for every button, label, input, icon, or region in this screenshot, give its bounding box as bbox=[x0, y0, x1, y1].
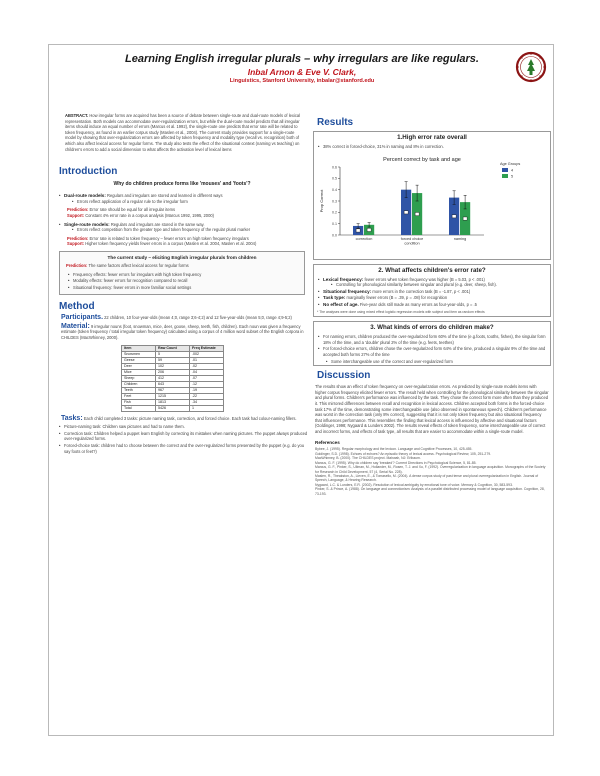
results-panel-3 bbox=[313, 321, 551, 366]
task-naming: • Picture-naming task: Children saw pictures and had to name them. bbox=[59, 424, 309, 430]
single-prediction-text: Error rate is related to token frequency – fewer errors on high token frequency irregulars bbox=[89, 235, 249, 241]
stanford-seal-logo bbox=[515, 51, 547, 85]
intro-list bbox=[55, 193, 309, 204]
mean-marker bbox=[415, 212, 419, 215]
frequency-table bbox=[121, 345, 224, 412]
task-type-text: marginally fewer errors (B = .39, p = .08) for recognition bbox=[346, 295, 448, 301]
single-prediction bbox=[55, 236, 309, 247]
naming-errors-item: • For naming errors, children produced the over-regularized form 60% of the time (e.g.foots, tooths, fishes), the singular form 18% of the time, and a 'double' plural 2% of the time (e.g. feets, teethes) bbox=[318, 334, 550, 345]
y-axis-label: Prop Correct bbox=[319, 189, 324, 212]
table-cell: 206 bbox=[156, 369, 190, 375]
dual-prediction bbox=[55, 207, 309, 218]
results-panel-1 bbox=[313, 131, 551, 260]
table-cell: 59 bbox=[156, 357, 190, 363]
table-cell: .12 bbox=[190, 381, 224, 387]
task-type-item bbox=[318, 295, 550, 301]
reference-item: MacWhinney, B. (2000). The CHILDES project. Mahwah, NJ: Erlbaum. bbox=[315, 456, 421, 461]
references-heading: References bbox=[315, 440, 340, 446]
task-forced-choice: • Forced-choice task: children had to choose between the correct and the over-regularized forms presented by the puppet (e.g. do you say foots or feet?) bbox=[59, 443, 309, 454]
single-support-label: Support: bbox=[67, 241, 85, 247]
dual-route-lead: Dual-route models: bbox=[64, 193, 106, 199]
dual-route-item bbox=[59, 193, 309, 204]
tasks-text: Each child completed 3 tasks: picture naming task, correction, and forced choice. Each task had colour-naming fillers. bbox=[83, 415, 297, 421]
table-cell: 1 bbox=[190, 405, 224, 411]
reference-item: Marcus, G. F., Pinker, S., Ullman, M., Hollander, M., Rosen, T. J. and Xu, F. (1992). Overregularization in language acquisition. Monographs of the Society for Research in Child Development, 57 (4, Serial No. 228). bbox=[315, 465, 546, 474]
lexical-frequency-text: fewer errors when token frequency was higher (B = 5.03, p < .001) bbox=[364, 276, 485, 282]
dual-support-label: Support: bbox=[67, 212, 85, 218]
table-cell: .19 bbox=[190, 387, 224, 393]
tasks-list bbox=[55, 424, 309, 454]
poster-authors: Inbal Arnon & Eve V. Clark, bbox=[247, 67, 357, 77]
current-prediction bbox=[64, 263, 300, 269]
panel-2-title: 2. What affects children's error rate? bbox=[378, 266, 486, 274]
lexical-frequency-item bbox=[318, 277, 550, 288]
table-row bbox=[122, 405, 224, 411]
table-header-cell: Raw Count bbox=[156, 345, 190, 351]
mean-marker bbox=[404, 210, 408, 213]
dual-route-sub: • Errors reflect application of a regular rule to the irregular form bbox=[72, 199, 309, 205]
single-route-lead: Single-route models: bbox=[64, 221, 110, 227]
table-cell: Feet bbox=[122, 393, 156, 399]
poster-affiliation: Linguistics, Stanford University, inbalar@stanford.edu bbox=[229, 78, 375, 84]
references-list bbox=[313, 447, 551, 495]
table-cell: 1215 bbox=[156, 393, 190, 399]
x-category-label: correction bbox=[355, 236, 373, 241]
left-column bbox=[55, 113, 309, 455]
current-prediction-label: Prediction: bbox=[66, 262, 88, 268]
dual-prediction-text: Error rate should be equal for all irregular items bbox=[89, 207, 176, 213]
results-heading: Results bbox=[317, 117, 354, 128]
y-tick-label: 0.0 bbox=[332, 232, 337, 237]
y-tick-label: 0.4 bbox=[332, 187, 337, 192]
dual-support-text: Constant 4% error rate in a corpus analysis (Marcus 1992, 1995, 2000) bbox=[85, 212, 214, 218]
table-cell: .34 bbox=[190, 399, 224, 405]
reference-item: Pinker, S. & Prince, A. (1988). On language and connectionism: Analysis of a parallel distributed processing model of language acquisition. Cognition, 28, 73-193. bbox=[315, 487, 545, 496]
situational-frequency-lead: Situational frequency: bbox=[323, 288, 372, 294]
situational-frequency-item bbox=[318, 289, 550, 295]
percent-correct-chart bbox=[314, 151, 550, 259]
participants-text: 22 children, 10 four-year-olds (mean 4;0, range 3;6-4;2) and 12 five-year-olds (mean 5;0, range 4;9-5;2) bbox=[104, 315, 292, 321]
table-cell: 967 bbox=[156, 387, 190, 393]
table-cell: Geese bbox=[122, 357, 156, 363]
table-cell: 412 bbox=[156, 375, 190, 381]
intro-list-2 bbox=[55, 222, 309, 233]
table-body bbox=[122, 351, 224, 411]
table-cell: 1813 bbox=[156, 399, 190, 405]
age-effect-item bbox=[318, 302, 550, 308]
interchangeable-use-item: • Some interchangeable use of the correct and over-regularized form bbox=[326, 359, 550, 365]
reference-item: Goldinger, S.D. (1998). Echoes of echoes? An episodic theory of lexical access. Psychological Review, 105, 251-279. bbox=[315, 451, 492, 456]
chart-title: Percent correct by task and age bbox=[383, 156, 461, 163]
reference-item: Marcus, G. F. (1995). Why do children say 'breaked'? Current Directions in Psychological Science, 5, 81-85. bbox=[315, 460, 477, 465]
participants bbox=[55, 315, 309, 321]
current-study-box bbox=[59, 251, 305, 295]
lexical-frequency-sub: • Controlling for phonological similarity between singular and plural (e.g. deer, sheep, fish). bbox=[331, 282, 550, 288]
single-route-sub: • Errors reflect competition from the greater type and token frequency of the regular plural marker bbox=[72, 227, 309, 233]
results-panel-2 bbox=[313, 264, 551, 318]
material bbox=[55, 324, 309, 341]
reference-item: Nygaard, L.C. & Lunders, E.R. (2002). Resolution of lexical ambiguity by emotional tone of voice. Memory & Cognition, 30, 583-593. bbox=[315, 482, 513, 487]
table-header-cell: Item bbox=[122, 345, 156, 351]
tasks bbox=[55, 416, 309, 422]
age-effect-text: Five-year olds still made as many errors as four-year-olds, p = .5 bbox=[359, 301, 477, 307]
mean-marker bbox=[452, 214, 456, 217]
intro-question: Why do children produce forms like 'mouses' and 'foots'? bbox=[113, 181, 251, 188]
table-cell: .04 bbox=[190, 369, 224, 375]
poster bbox=[48, 44, 554, 736]
table-cell: 5 bbox=[156, 351, 190, 357]
table-cell: Teeth bbox=[122, 387, 156, 393]
panel-1-title: 1.High error rate overall bbox=[397, 134, 467, 141]
table-cell: Snowmen bbox=[122, 351, 156, 357]
x-category-label: naming bbox=[453, 236, 467, 241]
material-label: Material: bbox=[61, 322, 90, 330]
situational-frequency-text: more errors in the correction task (B = -1.87, p < .001) bbox=[372, 288, 471, 294]
mean-marker bbox=[367, 228, 371, 231]
current-item-situational: • Situational frequency: fewer errors in more familiar social settings bbox=[68, 285, 300, 291]
panel-3-title: 3. What kinds of errors do children make? bbox=[370, 324, 494, 332]
participants-label: Participants. bbox=[61, 314, 104, 322]
table-cell: Deer bbox=[122, 363, 156, 369]
dual-prediction-label: Prediction: bbox=[67, 207, 89, 213]
poster-title: Learning English irregular plurals – why irregulars are like regulars. bbox=[125, 53, 479, 65]
table-cell: Fish bbox=[122, 399, 156, 405]
single-route-text: Regulars and irregulars are stored in the same way. bbox=[110, 221, 205, 227]
abstract bbox=[55, 113, 309, 152]
legend-label: 5 bbox=[511, 174, 514, 179]
table-cell: .002 bbox=[190, 351, 224, 357]
y-tick-label: 0.6 bbox=[332, 164, 337, 169]
panel-2-list bbox=[314, 277, 550, 308]
single-route-item bbox=[59, 222, 309, 233]
y-tick-label: 0.5 bbox=[332, 176, 337, 181]
y-tick-label: 0.1 bbox=[332, 221, 337, 226]
x-category-label: condition bbox=[404, 241, 420, 246]
lexical-frequency-lead: Lexical frequency: bbox=[323, 276, 364, 282]
x-category-label: forced choice bbox=[400, 236, 424, 241]
abstract-label: ABSTRACT. bbox=[65, 113, 89, 118]
task-type-lead: Task type: bbox=[323, 295, 346, 301]
discussion-heading: Discussion bbox=[317, 370, 371, 382]
table-cell: 5426 bbox=[156, 405, 190, 411]
age-effect-lead: No effect of age. bbox=[323, 301, 359, 307]
introduction-heading: Introduction bbox=[59, 166, 118, 178]
task-correction: • Correction task: Children helped a puppet learn English by correcting its mistakes when naming pictures. The puppet always produced over-regularized forms. bbox=[59, 431, 309, 442]
table-cell: .07 bbox=[190, 375, 224, 381]
method-heading: Method bbox=[59, 301, 95, 313]
current-study-list bbox=[64, 272, 300, 291]
legend-label: 4 bbox=[511, 168, 514, 173]
single-prediction-label: Prediction: bbox=[67, 235, 89, 241]
current-study-heading: The current study – eliciting English irregular plurals from children bbox=[107, 254, 257, 260]
mean-marker bbox=[463, 217, 467, 220]
legend-swatch bbox=[502, 168, 508, 172]
table-cell: .22 bbox=[190, 393, 224, 399]
table-cell: 102 bbox=[156, 363, 190, 369]
current-item-modality: • Modality effects: fewer errors for recognition compared to recall bbox=[68, 278, 300, 284]
table-cell: .01 bbox=[190, 357, 224, 363]
table-cell: Mice bbox=[122, 369, 156, 375]
material-text: 9 irregular nouns (foot, snowman, mice, deer, goose, sheep, teeth, fish, children). Each noun was given a frequency estimate (token frequency / total irregular token frequency) calculated using a corpus of 4 million word subset of the English corpora in CHILDES (MacWhinney, 2000). bbox=[61, 323, 304, 341]
panel-3-list bbox=[314, 334, 550, 364]
chart-container bbox=[314, 151, 550, 259]
legend-swatch bbox=[502, 174, 508, 178]
single-support-text: Higher token frequency yields fewer errors in a corpus (Maslen et al. 2004, Maslen et al. 2004) bbox=[85, 241, 257, 247]
table-cell: Children bbox=[122, 381, 156, 387]
panel-2-note: * The analyses were done using mixed effect logistic regression models with subject and item as random effects bbox=[317, 309, 485, 314]
table-cell: 643 bbox=[156, 381, 190, 387]
y-tick-label: 0.3 bbox=[332, 198, 337, 203]
table-cell: .02 bbox=[190, 363, 224, 369]
right-column bbox=[313, 117, 551, 496]
reference-item: Maslen, R., Theakston, A., Lieven, E., & Tomasello, M. (2004). A dense corpus study of past tense and plural overregularization in English. Journal of Speech, Language, & Hearing Research. bbox=[315, 473, 539, 483]
current-prediction-text: The same factors affect lexical access for regular forms bbox=[88, 262, 189, 268]
current-item-frequency: • Frequency effects: fewer errors for irregulars with high token frequency bbox=[68, 272, 300, 278]
reference-item: Bybee, J. (1995). Regular morphology and the lexicon. Language and Cognitive Processes, 10, 425-455. bbox=[315, 447, 473, 452]
forced-choice-errors-item: • For forced-choice errors, children chose the over-regularized form 64% of the time, produced a singular 9% of the time and accepted both forms 27% of the time bbox=[318, 346, 550, 357]
mean-marker bbox=[356, 228, 360, 231]
legend-title: Age Groups bbox=[500, 161, 521, 166]
tasks-label: Tasks: bbox=[61, 414, 83, 422]
table-cell: Sheep bbox=[122, 375, 156, 381]
y-tick-label: 0.2 bbox=[332, 210, 337, 215]
abstract-text: How irregular forms are acquired has been a source of debate between single-route and dual-route models of lexical representation. Both models can accommodate over-regularization errors, but while the dual-route model predicts that all irregular items should induce an equal number of errors (Marcus et al. 1992), the single-route one predicts that error rate will be related to token frequency, as found in an earlier corpus study (Maslen et al., 2004). The current study provides support for a single-route model by showing that over-regularization errors are affected by token frequency and modality type (recall vs. recognition) both of which also affect lexical access for regular forms. The study also tests the effect of the situational context (naming vs teaching) on children's errors to add a social dimension to what affects the activation level of lexical items bbox=[65, 113, 301, 152]
dual-route-text: Regulars and irregulars are stored and learned in different ways bbox=[107, 193, 223, 199]
discussion-text: The results show an effect of token frequency on over-regularization errors. As predicted by single-route models items with higher corpus frequency elicited fewer errors. The result held when controlling for the phonological similarity between the singular and plural forms. Children's performance was influenced by the task. They chose the correct form more often than they produced it. This mirrored differences between recall and recognition in lexical access. Children accepted both forms in the forced-choice task 17% of the time, demonstrating some interchangeable use (also observed in spontaneous speech). Children's performance was worst in the correction task (only 8% correct), suggesting that it is not only token frequency but also situational frequency that influences performance. This resembles the finding that lexical access is influenced by affective and situational factors (Goldinger, 1998; Nygaard & Lunders 2002). The results reveal effects of token frequency, some interchangeable use of correct and incorrect forms, and effects of task type, all results that are easier to accommodate within a single-route model. bbox=[315, 384, 549, 434]
table-header-cell: Freq Estimate bbox=[190, 345, 224, 351]
table-cell: Total bbox=[122, 405, 156, 411]
panel-1-text: • 38% correct in forced-choice, 31% in naming and 8% in correction. bbox=[318, 144, 550, 150]
